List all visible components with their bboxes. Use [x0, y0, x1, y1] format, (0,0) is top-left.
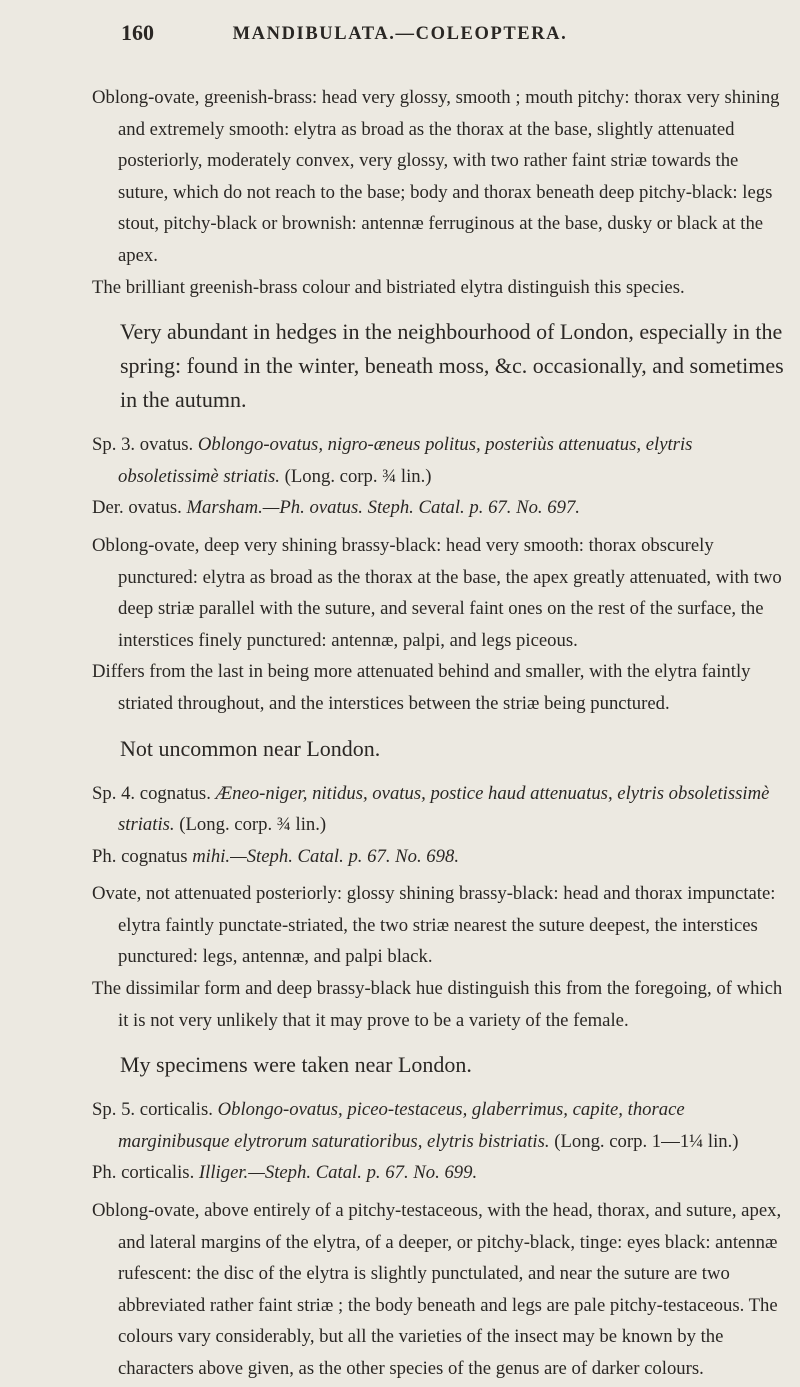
- synonym-author: Marsham.—Ph. ovatus.: [186, 497, 363, 519]
- synonym-label: Der. ovatus.: [92, 497, 182, 519]
- species-heading: [92, 778, 792, 841]
- description-paragraph: Oblong-ovate, greenish-brass: head very glossy, smooth ; mouth pitchy: thorax very shining and extremely smooth: elytra as broad as the thorax at the base, slightly attenuated posteriorly, moderately convex, very glossy, with two rather faint striæ towards the suture, which do not reach to the base; body and thorax beneath deep pitchy-black: legs stout, pitchy-black or brownish: antennæ ferruginous at the base, dusky or black at the apex.: [92, 87, 780, 266]
- species-measure: (Long. corp. ¾ lin.): [284, 465, 432, 487]
- species-label: Sp. 5. corticalis.: [92, 1099, 213, 1121]
- species-latin-diagnosis: Oblongo-ovatus, nigro-æneus politus, posteriùs attenuatus, elytris obsoletissimè striatis.: [118, 434, 693, 487]
- diagnosis-paragraph: The brilliant greenish-brass colour and bistriated elytra distinguish this species.: [92, 276, 685, 298]
- diagnosis-paragraph: The dissimilar form and deep brassy-black hue distinguish this from the foregoing, of which it is not very unlikely that it may prove to be a variety of the female.: [92, 978, 783, 1031]
- synonym-author: Illiger.—Steph. Catal. p. 67. No. 699.: [198, 1162, 478, 1184]
- diagnosis-paragraph: Differs from the last in being more attenuated behind and smaller, with the elytra faintly striated throughout, and the interstices between the striæ being punctured.: [92, 661, 751, 714]
- species-label: Sp. 4. cognatus.: [92, 782, 211, 804]
- page-number: 160: [121, 20, 154, 45]
- species-latin-diagnosis: Æneo-niger, nitidus, ovatus, postice haud attenuatus, elytris obsoletissimè striatis.: [118, 782, 770, 836]
- description-paragraph: Ovate, not attenuated posteriorly: glossy shining brassy-black: head and thorax impunctate: elytra faintly punctate-striated, the two striæ nearest the suture deepest, the interstices punctured: legs, antennæ, and palpi black.: [92, 883, 776, 968]
- species-measure: (Long. corp. ¾ lin.): [179, 814, 327, 836]
- locality-paragraph: My specimens were taken near London.: [120, 1052, 472, 1078]
- species-measure: (Long. corp. 1—1¼ lin.): [554, 1130, 739, 1152]
- running-head: MANDIBULATA.—COLEOPTERA.: [232, 24, 568, 44]
- synonym-reference: Steph. Catal. p. 67. No. 697.: [367, 497, 580, 519]
- page-body: [92, 82, 792, 1385]
- synonym-author: mihi.—Steph. Catal. p. 67. No. 698.: [192, 845, 460, 867]
- species-label: Sp. 3. ovatus.: [92, 434, 194, 456]
- page-header: [0, 20, 800, 50]
- species-heading: [92, 429, 792, 492]
- description-paragraph: Oblong-ovate, above entirely of a pitchy-testaceous, with the head, thorax, and suture, apex, and lateral margins of the elytra, of a deeper, or pitchy-black, tinge: eyes black: antennæ rufescent: the disc of the elytra is slightly punctulated, and near the suture are two abbreviated rather faint striæ ; the body beneath and legs are pale pitchy-testaceous. The colours vary considerably, but all the varieties of the insect may be known by the characters above given, as the other species of the genus are of darker colours.: [92, 1200, 782, 1379]
- species-heading: [92, 1094, 792, 1157]
- species-latin-diagnosis: Oblongo-ovatus, piceo-testaceus, glaberrimus, capite, thorace marginibusque elytrorum saturatioribus, elytris bistriatis.: [118, 1099, 685, 1152]
- synonym-label: Ph. cognatus: [92, 845, 188, 867]
- synonymy-line: [92, 841, 792, 873]
- locality-paragraph: Very abundant in hedges in the neighbourhood of London, especially in the spring: found in the winter, beneath moss, &c. occasionally, and sometimes in the autumn.: [120, 319, 784, 413]
- synonymy-line: [92, 1157, 792, 1189]
- synonymy-line: [92, 492, 792, 524]
- synonym-label: Ph. corticalis.: [92, 1162, 195, 1184]
- description-paragraph: Oblong-ovate, deep very shining brassy-black: head very smooth: thorax obscurely punctured: elytra as broad as the thorax at the base, the apex greatly attenuated, with two deep striæ parallel with the suture, and several faint ones on the rest of the surface, the interstices finely punctured: antennæ, palpi, and legs piceous.: [92, 534, 782, 651]
- locality-paragraph: Not uncommon near London.: [120, 735, 381, 761]
